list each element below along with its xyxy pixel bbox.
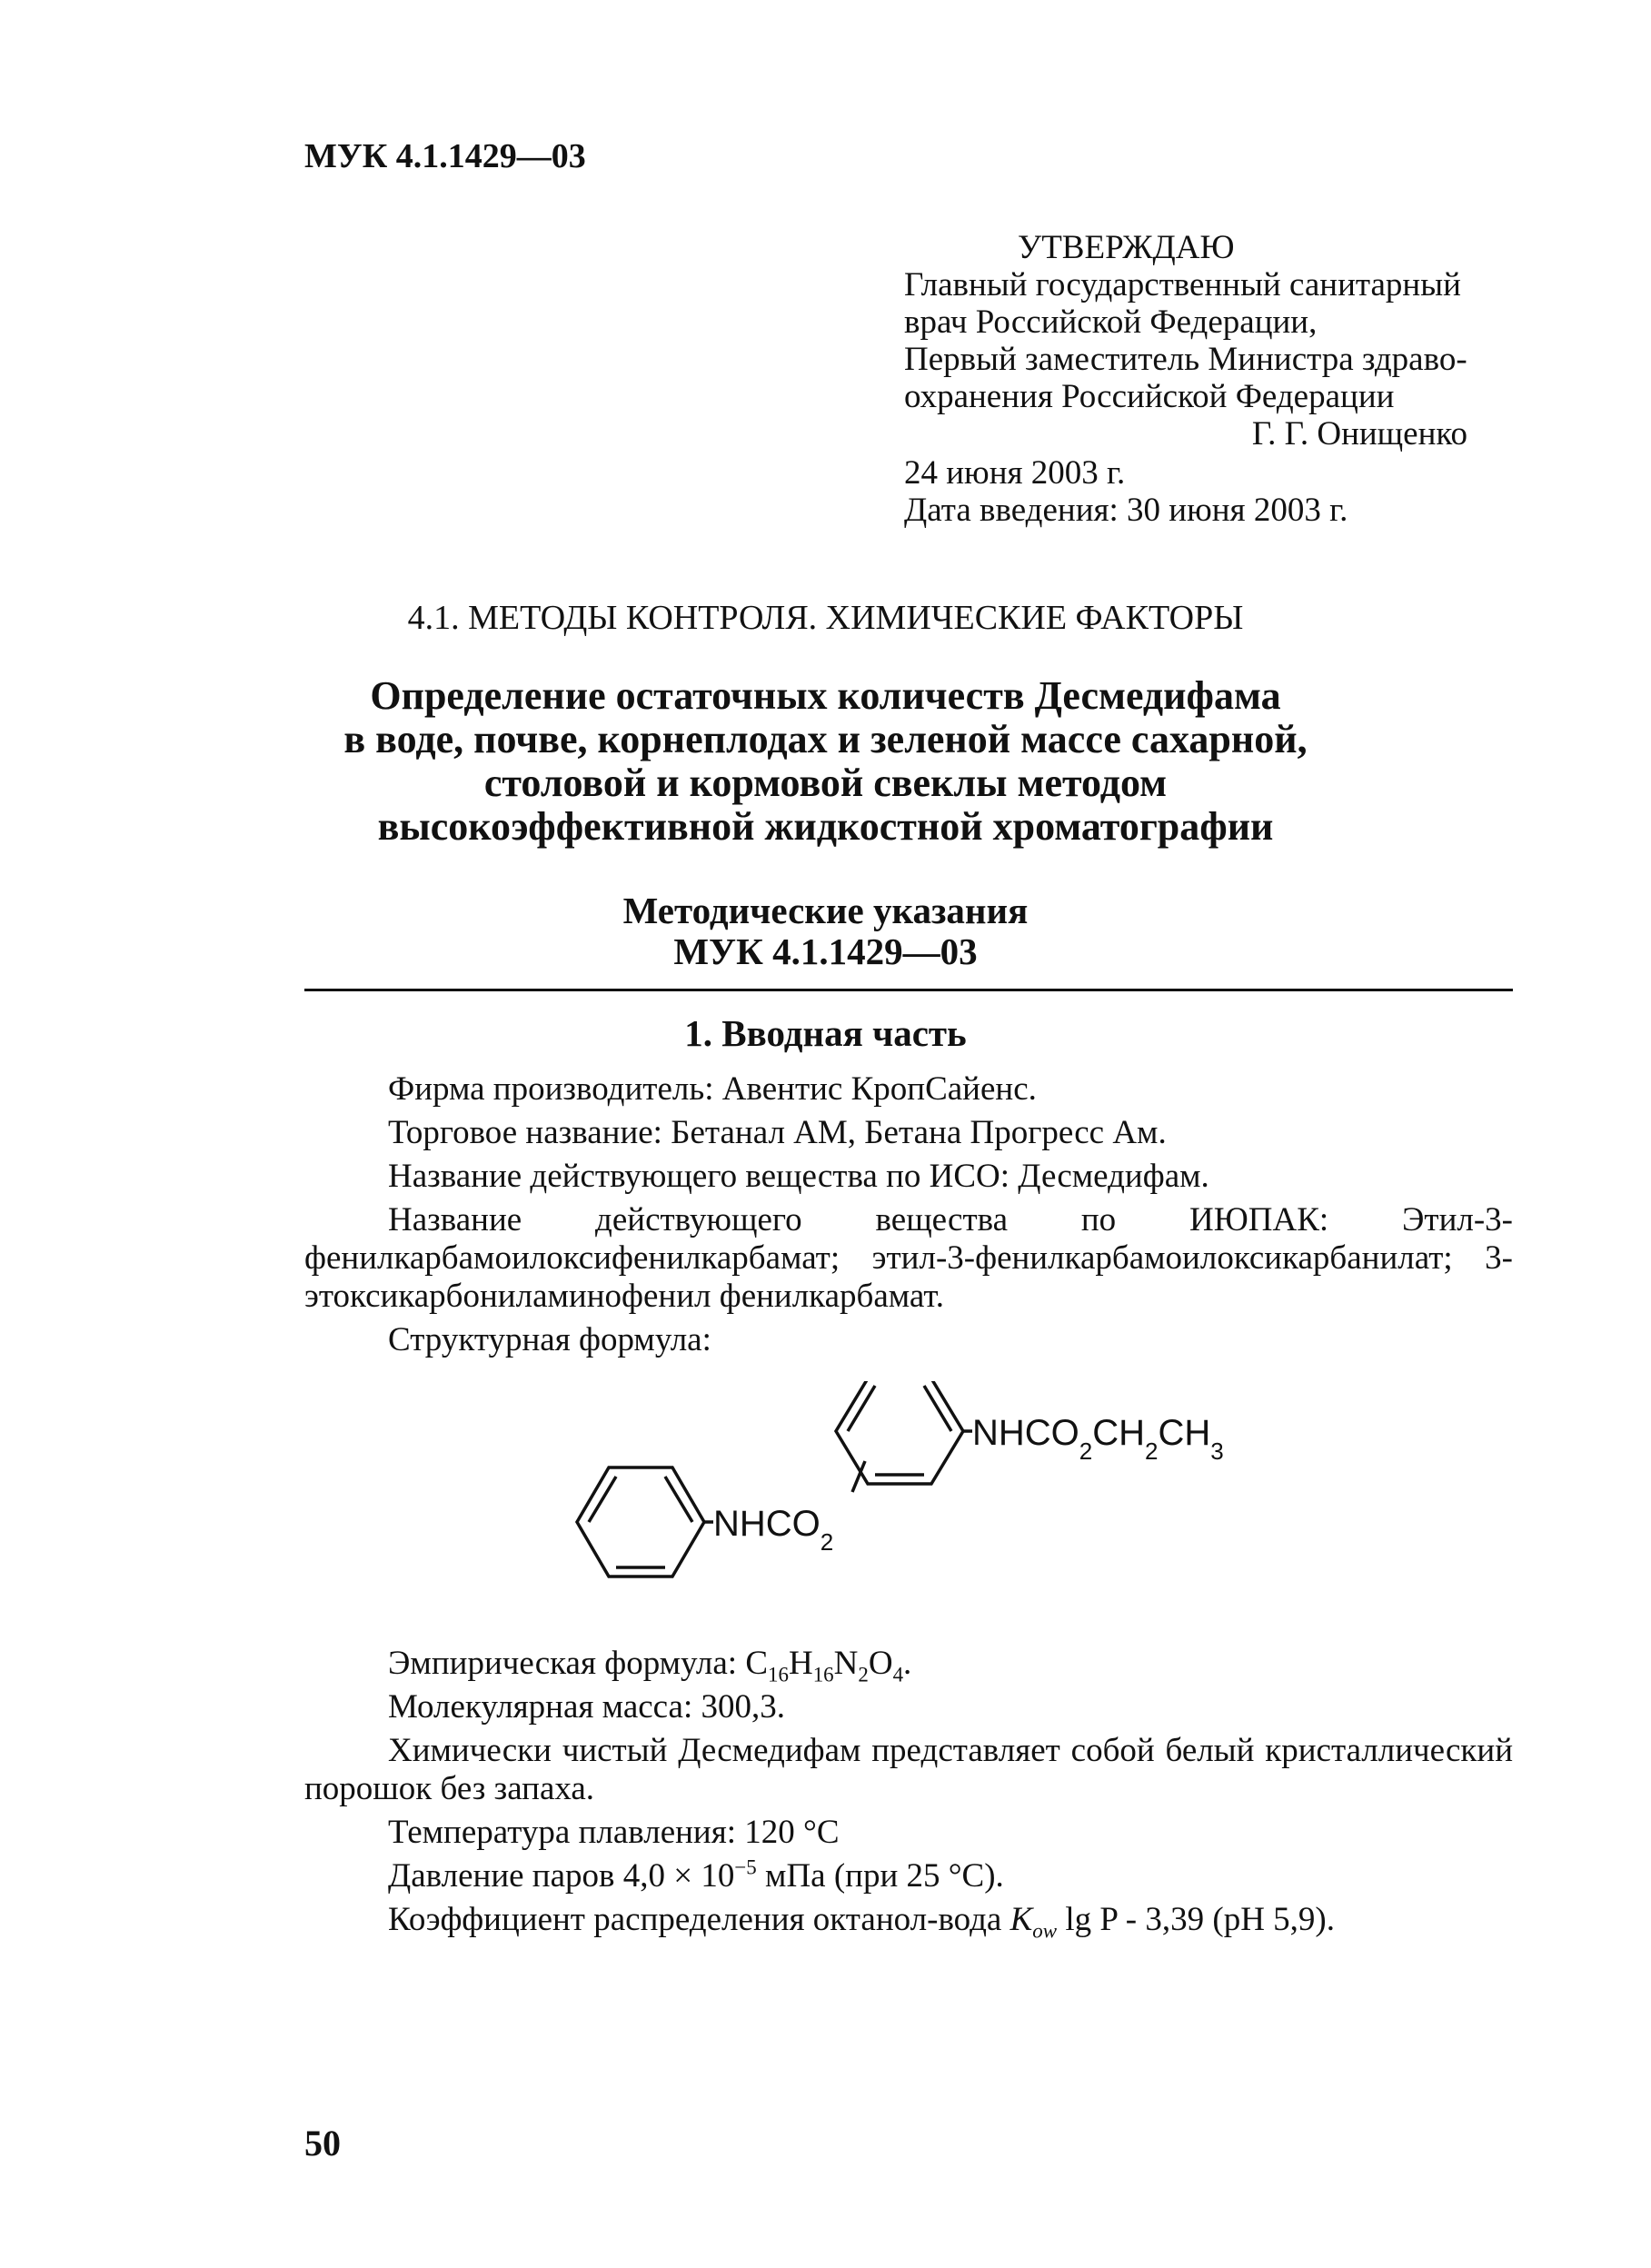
document-title-line: в воде, почве, корнеплодах и зеленой массе сахарной, <box>343 717 1308 761</box>
approval-position-line: Первый заместитель Министра здраво- <box>904 341 1467 378</box>
right-group-label: $NHCO_2CH_2CH_3$ <box>972 1413 1224 1465</box>
approval-position-line: врач Российской Федерации, <box>904 303 1318 341</box>
document-title-line: столовой и кормовой свеклы методом <box>483 761 1168 805</box>
structural-formula <box>563 1381 1254 1599</box>
document-subtitle <box>0 890 1651 972</box>
iupac-name: Название действующего вещества по ИЮПАК: Этил-3-фенилкарбамоилоксифенилкарбамат; этил-3-фенилкарбамоилоксикарбанилат; 3-этоксикарбониламинофенил фенилкарбамат. <box>304 1201 1513 1315</box>
page-number: 50 <box>304 2123 341 2164</box>
properties-block <box>304 1645 1513 1945</box>
approval-date: 24 июня 2003 г. <box>904 454 1126 492</box>
approval-signatory: Г. Г. Онищенко <box>1251 415 1467 453</box>
description: Химически чистый Десмедифам представляет собой белый кристаллический порошок без запаха. <box>304 1732 1513 1807</box>
benzene-ring-right <box>836 1381 963 1484</box>
intro-block <box>304 1070 1513 1365</box>
document-title <box>0 674 1651 849</box>
document-title-line: Определение остаточных количеств Десмедифама <box>370 673 1281 718</box>
melting-point: Температура плавления: 120 °С <box>388 1814 840 1851</box>
iso-name: Название действующего вещества по ИСО: Десмедифам. <box>388 1158 1209 1195</box>
horizontal-rule <box>304 989 1513 991</box>
approval-block <box>904 229 1522 529</box>
structural-formula-label: Структурная формула: <box>388 1321 711 1358</box>
approval-position-line: Главный государственный санитарный <box>904 266 1461 303</box>
manufacturer: Фирма производитель: Авентис КропСайенс. <box>388 1070 1037 1108</box>
document-code: МУК 4.1.1429—03 <box>673 930 978 972</box>
section-heading: 1. Вводная часть <box>684 1012 967 1054</box>
left-group-label: $NHCO_2$ <box>713 1504 834 1556</box>
vapor-pressure: Давление паров $4,0 \times 10^{-5}$ мПа (при 25 °С). <box>388 1855 1004 1895</box>
molar-mass: Молекулярная масса: 300,3. <box>388 1688 786 1726</box>
effective-date: Дата введения: 30 июня 2003 г. <box>904 492 1348 529</box>
document-kind: Методические указания <box>622 890 1029 931</box>
approval-position-line: охранения Российской Федерации <box>904 378 1395 415</box>
document-title-line: высокоэффективной жидкостной хроматографии <box>377 804 1274 849</box>
empirical-formula: Эмпирическая формула: $C_{16}H_{16}N_2O_4$. <box>388 1645 912 1686</box>
benzene-ring-left <box>577 1467 704 1577</box>
trade-name: Торговое название: Бетанал АМ, Бетана Прогресс Ам. <box>388 1114 1167 1151</box>
running-header: МУК 4.1.1429—03 <box>304 137 586 175</box>
approval-title: УТВЕРЖДАЮ <box>1018 229 1235 266</box>
partition-coefficient: Коэффициент распределения октанол-вода $K_{ow}$ lg P - 3,39 (рН 5,9). <box>388 1901 1335 1943</box>
section-title: 4.1. МЕТОДЫ КОНТРОЛЯ. ХИМИЧЕСКИЕ ФАКТОРЫ <box>407 599 1244 637</box>
